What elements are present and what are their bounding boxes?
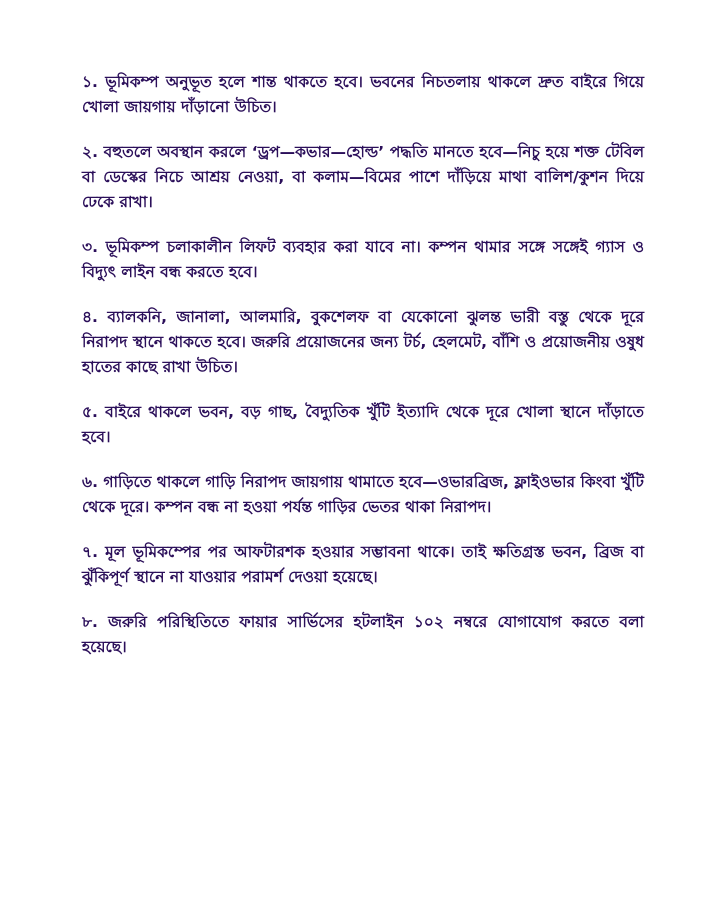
- list-item-2: ২. বহুতলে অবস্থান করলে ‘ড্রপ—কভার—হোল্ড’ পদ্ধতি মানতে হবে—নিচু হয়ে শক্ত টেবিল বা ডেস্কের নিচে আশ্রয় নেওয়া, বা কলাম—বিমের পাশে দাঁড়িয়ে মাথা বালিশ/কুশন দিয়ে ঢেকে রাখা।: [82, 143, 644, 211]
- list-item-1: ১. ভূমিকম্প অনুভূত হলে শান্ত থাকতে হবে। ভবনের নিচতলায় থাকলে দ্রুত বাইরে গিয়ে খোলা জায়গায় দাঁড়ানো উচিত।: [82, 73, 644, 116]
- list-item-7: ৭. মূল ভূমিকম্পের পর আফটারশক হওয়ার সম্ভাবনা থাকে। তাই ক্ষতিগ্রস্ত ভবন, ব্রিজ বা ঝুঁকিপূর্ণ স্থানে না যাওয়ার পরামর্শ দেওয়া হয়েছে।: [82, 543, 644, 586]
- list-item-4: ৪. ব্যালকনি, জানালা, আলমারি, বুকশেলফ বা যেকোনো ঝুলন্ত ভারী বস্তু থেকে দূরে নিরাপদ স্থানে থাকতে হবে। জরুরি প্রয়োজনের জন্য টর্চ, হেলমেট, বাঁশি ও প্রয়োজনীয় ওষুধ হাতের কাছে রাখা উচিত।: [82, 308, 644, 376]
- list-item-6: ৬. গাড়িতে থাকলে গাড়ি নিরাপদ জায়গায় থামাতে হবে—ওভারব্রিজ, ফ্লাইওভার কিংবা খুঁটি থেকে দূরে। কম্পন বন্ধ না হওয়া পর্যন্ত গাড়ির ভেতর থাকা নিরাপদ।: [82, 473, 644, 516]
- list-item-8: ৮. জরুরি পরিস্থিতিতে ফায়ার সার্ভিসের হটলাইন ১০২ নম্বরে যোগাযোগ করতে বলা হয়েছে।: [82, 613, 644, 656]
- instruction-list: [82, 70, 644, 680]
- list-item-3: ৩. ভূমিকম্প চলাকালীন লিফট ব্যবহার করা যাবে না। কম্পন থামার সঙ্গে সঙ্গেই গ্যাস ও বিদ্যুৎ লাইন বন্ধ করতে হবে।: [82, 238, 644, 281]
- list-item-5: ৫. বাইরে থাকলে ভবন, বড় গাছ, বৈদ্যুতিক খুঁটি ইত্যাদি থেকে দূরে খোলা স্থানে দাঁড়াতে হবে।: [82, 403, 644, 446]
